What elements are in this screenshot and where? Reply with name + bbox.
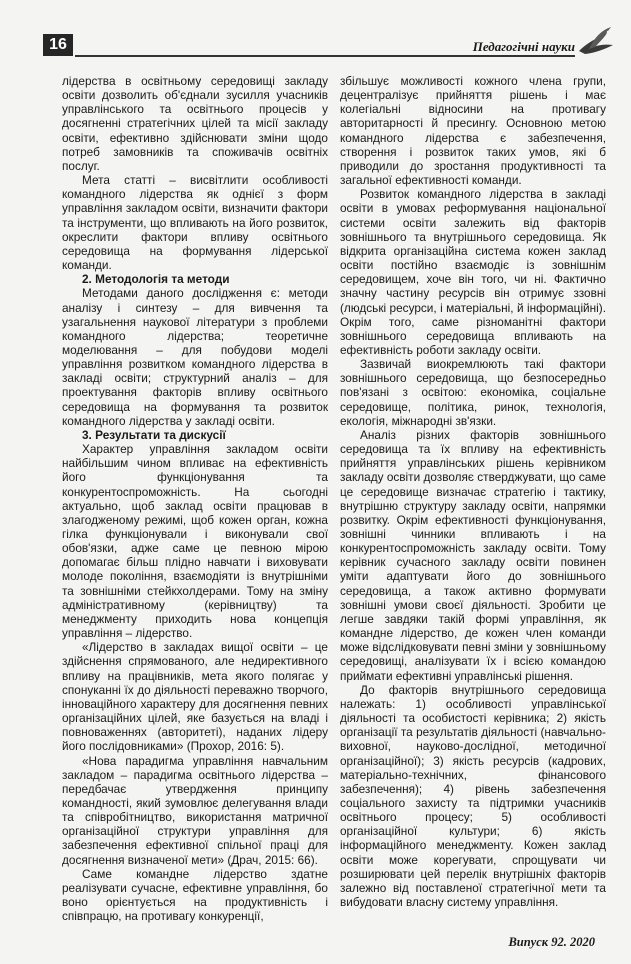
page-number: 16 [43, 34, 73, 56]
paragraph: Розвиток командного лідерства в закладі освіти в умовах реформування національної системи освіти залежить від факторів зовнішнього та внутрішнього середовища. Як відкрита організаційна система кожен заклад освіти постійно взаємодіє із зовнішнім середовищем, хоче він того, чи ні. Фактично значну частину ресурсів він отримує ззовні (людські ресурси, і матеріальні, й інформаційні). Окрім того, саме різноманітні фактори зовнішнього середовища впливають на ефективність роботи закладу освіти. [340, 187, 606, 357]
bird-logo-icon [577, 25, 615, 61]
issue-footer: Випуск 92. 2020 [508, 935, 595, 949]
paragraph: Характер управління закладом освіти найбільшим чином впливає на ефективність його функціонування та конкурентоспроможність. На сьогодні актуально, щоб заклад освіти працював в злагодженому режимі, щоб кожен орган, кожна гілка функціонували і виконували свої обов'язки, адже саме це певною мірою допомагає більш плідно навчати і виховувати молоде покоління, взаємодіяти із внутрішніми та зовнішніми стейкхолдерами. Тому на зміну адміністративному (керівництву) та менеджменту приходить нова концепція управління – лідерство. [62, 442, 328, 641]
paragraph: Методами даного дослідження є: методи аналізу і синтезу – для вивчення та узагальнення наукової літератури з проблеми командного лідерства; теоретичне моделювання – для побудови моделі управління розвитком командного лідерства в закладі освіти; структурний аналіз – для проектування факторів впливу освітнього середовища на формування та розвиток командного лідерства у закладі освіти. [62, 286, 328, 428]
paragraph: До факторів внутрішнього середовища належать: 1) особливості управлінської діяльності та особистості керівника; 2) якість організації та результатів діяльності (навчально-виховної, науково-дослідної, методичної організаційної); 3) якість ресурсів (кадрових, матеріально-технічних, фінансового забезпечення); 4) рівень забезпечення соціального захисту та підтримки учасників освітнього процесу; 5) особливості організаційної культури; 6) якість інформаційного менеджменту. Кожен заклад освіти може корегувати, спрощувати чи розширювати цей перелік внутрішніх факторів залежно від поставленої стратегічної мети та вибудовати власну систему управління. [340, 682, 606, 910]
section-heading-methods: 2. Методологія та методи [82, 272, 230, 287]
paragraph: Аналіз різних факторів зовнішнього середовища та їх впливу на ефективність прийняття управлінських рішень керівником закладу освіти дозволяє стверджувати, що саме це середовище визначає стратегію і тактику, внутрішню структуру закладу освіти, напрямки розвитку. Окрім ефективності функціонування, зовнішні чинники впливають і на конкурентоспроможність закладу освіти. Тому керівник сучасного закладу освіти повинен уміти адаптувати його до зовнішнього середовища, а також активно формувати зовнішні умови своєї діяльності. Зробити це легше завдяки такій формі управління, як командне лідерство, де кожен член команди може відслідковувати певні зміни у зовнішньому середовищі, аналізувати їх і всією командою приймати ефективні управлінські рішення. [340, 427, 606, 683]
paragraph: Саме командне лідерство здатне реалізувати сучасне, ефективне управління, бо воно орієнтується на продуктивність і співпрацю, на противагу конкуренції, [62, 866, 328, 924]
paragraph: Зазвичай виокремлюють такі фактори зовнішнього середовища, що безпосередньо пов'язані з освітою: економіка, соціальне середовище, політика, ринок, технологія, екологія, міжнародні зв'язки. [340, 357, 606, 428]
quote-paragraph: «Нова парадигма управління навчальним закладом – парадигма освітнього лідерства – передбачає утвердження принципу командності, який зумовлює делегування влади та співробітництво, використання матричної організаційної структури управління для забезпечення ефективної спільної праці для досягнення визначеної мети» (Драч, 2015: 66). [62, 753, 328, 867]
paragraph: лідерства в освітньому середовищі закладу освіти дозволить об'єднали зусилля учасників управлінського та освітнього процесів у досягненні стратегічних цілей та місії закладу освіти, ефективно здійснювати зміни щодо потреб замовників та споживачів освітніх послуг. [62, 74, 328, 173]
paragraph: Мета статті – висвітлити особливості командного лідерства як однієї з форм управління закладом освіти, визначити фактори та інструменти, що впливають на його розвиток, окреслити фактори впливу освітнього середовища на формування лідерської команди. [62, 173, 328, 273]
journal-title: Педагогічні науки [472, 39, 575, 54]
header-rule [75, 55, 575, 57]
section-heading-results: 3. Результати та дискусії [82, 427, 226, 442]
paragraph: збільшує можливості кожного члена групи, децентралізує прийняття рішень і має колегіальні відносини на противагу авторитарності й пресингу. Основною метою командного лідерства є забезпечення, створення і розвиток таких умов, які б приводили до зростання продуктивності та загальної ефективності команди. [340, 74, 606, 188]
left-column [62, 74, 328, 923]
page-header [43, 33, 615, 65]
right-column [340, 74, 606, 909]
quote-paragraph: «Лідерство в закладах вищої освіти – це здійснення спрямованого, але недирективного впливу на працівників, мета якого полягає у спонуканні їх до діяльності переважно творчого, інноваційного характеру для досягнення певних організаційних цілей, яке базується на владі і повноваженнях (авторитеті), наданих лідеру його послідовниками» (Прохор, 2016: 5). [62, 640, 328, 754]
